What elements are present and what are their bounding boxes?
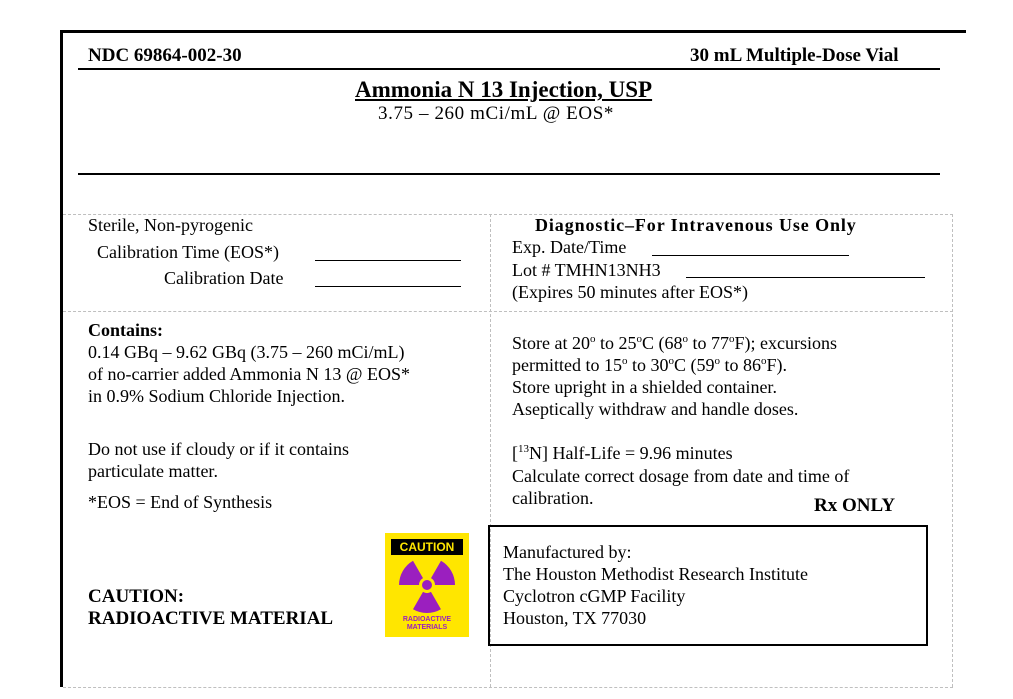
- lot-field[interactable]: [686, 277, 925, 278]
- contains-line-3: in 0.9% Sodium Chloride Injection.: [88, 386, 345, 406]
- manufacturer-lines: [503, 541, 808, 629]
- diagnostic-heading: Diagnostic–For Intravenous Use Only: [535, 215, 857, 235]
- manufacturer-label: Manufactured by:: [503, 542, 632, 562]
- caution-sign-label: CAUTION: [399, 540, 455, 554]
- vial-size: 30 mL Multiple-Dose Vial: [690, 45, 899, 66]
- left-border: [60, 30, 63, 687]
- caution-sign-footer-1: RADIOACTIVE: [402, 616, 452, 623]
- rx-only: Rx ONLY: [814, 495, 896, 516]
- half-life: [$^{13}$N] Half-Life = 9.96 minutes: [512, 443, 733, 463]
- header-rule: [78, 68, 940, 70]
- storage-temp-line-1: Store at 20$^o$ to 25$^o$C (68$^o$ to 77$^o$F); excursions: [512, 333, 838, 353]
- calibration-date-field[interactable]: [315, 286, 461, 287]
- sterile-text: Sterile, Non-pyrogenic: [88, 215, 253, 235]
- storage-temp-line-2: permitted to 15$^o$ to 30$^o$C (59$^o$ to 86$^o$F).: [512, 355, 788, 375]
- warning-line-2: particulate matter.: [88, 461, 218, 481]
- contains-line-1: 0.14 GBq – 9.62 GBq (3.75 – 260 mCi/mL): [88, 342, 405, 362]
- grid-line-bottom: [63, 687, 953, 688]
- product-title: Ammonia N 13 Injection, USP: [355, 77, 653, 102]
- contains-line-2: of no-carrier added Ammonia N 13 @ EOS*: [88, 364, 410, 384]
- eos-note: *EOS = End of Synthesis: [88, 492, 273, 512]
- grid-line-right: [952, 214, 953, 687]
- contains-block: [88, 319, 410, 407]
- storage-aseptic: Aseptically withdraw and handle doses.: [512, 399, 799, 419]
- title-rule: [78, 173, 940, 175]
- contains-heading: Contains:: [88, 320, 164, 340]
- radiation-caution-sign: [385, 533, 469, 637]
- caution-sign-footer-2: MATERIALS: [406, 624, 448, 631]
- top-border: [60, 30, 966, 33]
- warning-block: [88, 438, 349, 482]
- manufacturer-name: The Houston Methodist Research Institute: [503, 564, 808, 584]
- caution-line-1: CAUTION:: [88, 586, 185, 607]
- product-strength: 3.75 – 260 mCi/mL @ EOS*: [378, 103, 614, 124]
- storage-upright: Store upright in a shielded container.: [512, 377, 777, 397]
- expiry-note: (Expires 50 minutes after EOS*): [512, 282, 748, 302]
- exp-date-label: Exp. Date/Time: [512, 237, 627, 257]
- caution-block: [88, 586, 333, 630]
- dosage-line-2: calibration.: [512, 488, 594, 508]
- calibration-date-label: Calibration Date: [164, 268, 284, 288]
- caution-line-2: RADIOACTIVE MATERIAL: [88, 608, 334, 629]
- dosage-line-1: Calculate correct dosage from date and time of: [512, 466, 850, 486]
- manufacturer-box: [488, 525, 928, 646]
- manufacturer-facility: Cyclotron cGMP Facility: [503, 586, 686, 606]
- caution-sign-footer: [385, 616, 469, 632]
- grid-line-mid: [63, 311, 953, 312]
- exp-date-field[interactable]: [652, 255, 849, 256]
- calibration-time-label: Calibration Time (EOS*): [97, 242, 280, 262]
- warning-line-1: Do not use if cloudy or if it contains: [88, 439, 349, 459]
- calibration-time-field[interactable]: [315, 260, 461, 261]
- lot-number: Lot # TMHN13NH3: [512, 260, 661, 280]
- manufacturer-city: Houston, TX 77030: [503, 608, 647, 628]
- ndc-number: NDC 69864-002-30: [88, 45, 242, 66]
